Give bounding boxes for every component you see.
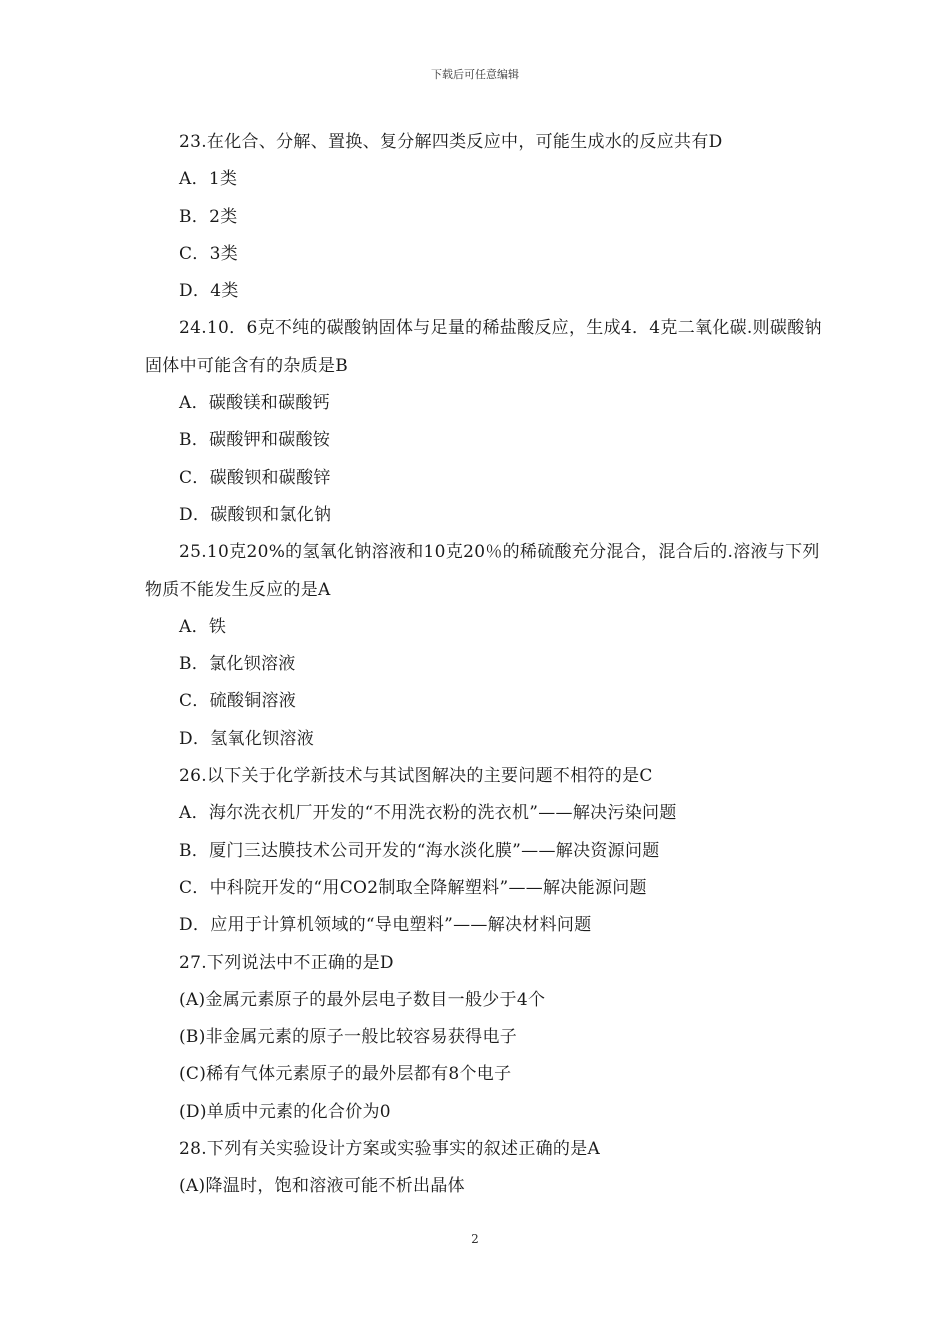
question-27-stem: 27.下列说法中不正确的是D	[179, 952, 394, 973]
question-25-option-c: C．硫酸铜溶液	[179, 691, 297, 712]
question-26-stem: 26.以下关于化学新技术与其试图解决的主要问题不相符的是C	[179, 766, 653, 787]
document-body	[145, 124, 825, 1206]
question-27-option-b: (B)非金属元素的原子一般比较容易获得电子	[179, 1027, 518, 1048]
question-27-option-d: (D)单质中元素的化合价为0	[179, 1101, 391, 1122]
question-25-option-a: A．铁	[179, 616, 227, 637]
question-27-option-c: (C)稀有气体元素原子的最外层都有8个电子	[179, 1064, 512, 1085]
question-26-option-b: B．厦门三达膜技术公司开发的“海水淡化膜”——解决资源问题	[179, 840, 660, 861]
question-25-option-d: D．氢氧化钡溶液	[179, 728, 315, 749]
question-23-option-d: D．4类	[179, 281, 239, 302]
question-24-option-a: A．碳酸镁和碳酸钙	[179, 393, 330, 414]
question-26-option-a: A．海尔洗衣机厂开发的“不用洗衣粉的洗衣机”——解决污染问题	[179, 803, 677, 824]
question-26-option-c: C．中科院开发的“用CO2制取全降解塑料”——解决能源问题	[179, 877, 647, 898]
question-27-option-a: (A)金属元素原子的最外层电子数目一般少于4个	[179, 989, 546, 1010]
question-23-option-c: C．3类	[179, 243, 239, 264]
question-25-option-b: B．氯化钡溶液	[179, 654, 296, 675]
page-number: 2	[471, 1232, 479, 1246]
question-24-option-b: B．碳酸钾和碳酸铵	[179, 430, 331, 451]
question-26-option-d: D．应用于计算机领域的“导电塑料”——解决材料问题	[179, 915, 592, 936]
question-24-stem: 24.10．6克不纯的碳酸钠固体与足量的稀盐酸反应，生成4．4克二氧化碳.则碳酸钠固体中可能含有的杂质是B	[145, 318, 822, 376]
question-28-stem: 28.下列有关实验设计方案或实验事实的叙述正确的是A	[179, 1139, 601, 1160]
question-23-option-b: B．2类	[179, 206, 238, 227]
question-25-stem: 25.10克20%的氢氧化钠溶液和10克20％的稀硫酸充分混合，混合后的.溶液与下列物质不能发生反应的是A	[145, 542, 820, 600]
page-header: 下载后可任意编辑	[431, 68, 519, 81]
question-23-stem: 23.在化合、分解、置换、复分解四类反应中，可能生成水的反应共有D	[179, 132, 723, 152]
question-23-option-a: A．1类	[179, 169, 238, 190]
question-28-option-a: (A)降温时，饱和溶液可能不析出晶体	[179, 1176, 465, 1197]
question-24-option-d: D．碳酸钡和氯化钠	[179, 504, 332, 525]
question-24-option-c: C．碳酸钡和碳酸锌	[179, 467, 331, 488]
